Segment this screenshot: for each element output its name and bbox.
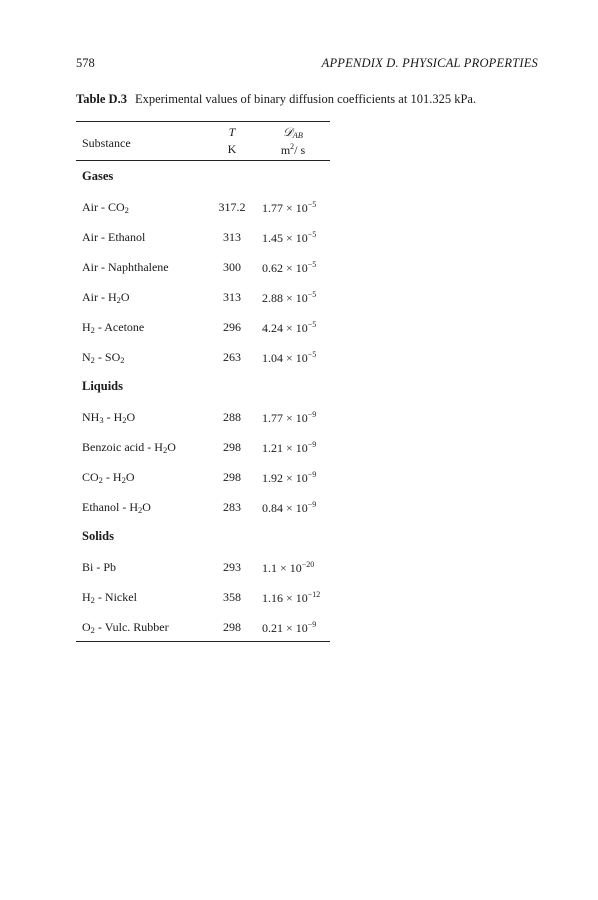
cell-diffusivity — [262, 350, 316, 366]
diffusivity-exponent: −5 — [307, 320, 317, 329]
diffusivity-exponent: −9 — [307, 440, 317, 449]
times-sign: × 10 — [283, 231, 308, 245]
cell-substance — [82, 230, 145, 245]
cell-diffusivity — [262, 200, 316, 216]
cell-diffusivity — [262, 410, 316, 426]
times-sign: × 10 — [283, 291, 308, 305]
diffusivity-exponent: −20 — [301, 560, 315, 569]
substance-part: H — [82, 320, 91, 334]
table-row — [76, 491, 330, 521]
cell-temperature: 317.2 — [218, 200, 246, 214]
cell-substance — [82, 620, 169, 635]
cell-diffusivity — [262, 440, 316, 456]
diffusivity-mantissa: 0.84 — [262, 501, 283, 515]
times-sign: × 10 — [277, 561, 302, 575]
table-row — [76, 401, 330, 431]
substance-part: - Vulc. Rubber — [94, 620, 169, 634]
cell-temperature: 288 — [223, 410, 241, 424]
cell-substance — [82, 260, 169, 275]
cell-temperature: 298 — [223, 620, 241, 634]
substance-subscript: 2 — [120, 355, 125, 365]
cell-temperature: 358 — [223, 590, 241, 604]
header-diff-symbol: 𝒟$_{AB}$ — [283, 125, 303, 140]
times-sign: × 10 — [283, 471, 308, 485]
cell-substance — [82, 500, 151, 515]
header-substance: Substance — [82, 136, 131, 150]
substance-part: - H — [102, 470, 122, 484]
table-row — [76, 281, 330, 311]
substance-part: Air - Naphthalene — [82, 260, 169, 274]
diffusion-table — [76, 121, 330, 642]
section-title: Gases — [82, 169, 114, 183]
substance-part: O — [126, 410, 136, 424]
substance-subscript: 2 — [122, 415, 127, 425]
table-header — [76, 122, 330, 161]
times-sign: × 10 — [283, 201, 308, 215]
substance-part: Ethanol - H — [82, 500, 138, 514]
substance-part: - SO — [94, 350, 121, 364]
times-sign: × 10 — [283, 501, 308, 515]
diffusivity-exponent: −5 — [307, 290, 317, 299]
diffusivity-mantissa: 4.24 — [262, 321, 283, 335]
substance-subscript: 2 — [90, 595, 95, 605]
diffusivity-mantissa: 0.62 — [262, 261, 283, 275]
table-row — [76, 431, 330, 461]
header-temp-symbol: T — [228, 125, 236, 139]
substance-part: CO — [82, 470, 99, 484]
substance-part: O — [120, 290, 130, 304]
cell-substance — [82, 410, 135, 425]
substance-part: O — [142, 500, 151, 514]
diffusivity-exponent: −5 — [307, 350, 317, 359]
table-row — [76, 581, 330, 611]
times-sign: × 10 — [283, 621, 308, 635]
diffusivity-mantissa: 0.21 — [262, 621, 283, 635]
cell-diffusivity — [262, 590, 320, 606]
cell-temperature: 293 — [223, 560, 241, 574]
cell-substance — [82, 350, 125, 365]
times-sign: × 10 — [283, 261, 308, 275]
section-title: Solids — [82, 529, 114, 543]
diffusivity-mantissa: 1.21 — [262, 441, 283, 455]
cell-temperature: 313 — [223, 290, 241, 304]
substance-part: Bi - Pb — [82, 560, 117, 574]
substance-part: - Nickel — [94, 590, 137, 604]
table-row — [76, 251, 330, 281]
header-temp-unit: K — [227, 142, 237, 156]
running-head: APPENDIX D. PHYSICAL PROPERTIES — [321, 56, 538, 70]
substance-part: O — [125, 470, 135, 484]
table-row — [76, 311, 330, 341]
diffusivity-mantissa: 1.1 — [262, 561, 277, 575]
times-sign: × 10 — [283, 441, 308, 455]
cell-diffusivity — [262, 230, 316, 246]
diffusivity-exponent: −5 — [307, 230, 317, 239]
cell-substance — [82, 560, 116, 575]
cell-diffusivity — [262, 560, 314, 576]
substance-part: O — [167, 440, 176, 454]
substance-subscript: 2 — [90, 325, 95, 335]
diffusivity-exponent: −12 — [307, 590, 321, 599]
cell-temperature: 313 — [223, 230, 241, 244]
times-sign: × 10 — [283, 591, 308, 605]
diffusivity-mantissa: 1.77 — [262, 201, 283, 215]
diffusivity-mantissa: 1.92 — [262, 471, 283, 485]
substance-part: Benzoic acid - H — [82, 440, 163, 454]
diffusivity-exponent: −5 — [307, 200, 317, 209]
times-sign: × 10 — [283, 321, 308, 335]
cell-diffusivity — [262, 320, 316, 336]
substance-subscript: 2 — [121, 475, 126, 485]
table-row — [76, 551, 330, 581]
cell-temperature: 298 — [223, 440, 241, 454]
cell-diffusivity — [262, 260, 316, 276]
table-row — [76, 611, 330, 641]
substance-part: Air - CO — [82, 200, 125, 214]
diffusivity-mantissa: 1.04 — [262, 351, 283, 365]
diffusivity-exponent: −9 — [307, 410, 317, 419]
section-heading — [76, 371, 330, 401]
table-body — [76, 161, 330, 641]
cell-temperature: 298 — [223, 470, 241, 484]
substance-part: Air - H — [82, 290, 117, 304]
table-label: Table D.3 — [76, 92, 127, 106]
table-row — [76, 221, 330, 251]
table-row — [76, 191, 330, 221]
table-title: Experimental values of binary diffusion coefficients at 101.325 kPa. — [134, 92, 477, 106]
cell-substance — [82, 590, 137, 605]
diffusivity-exponent: −9 — [307, 500, 317, 509]
substance-subscript: 2 — [162, 445, 168, 455]
header-diff-unit: $m^2/$ s — [280, 142, 306, 157]
cell-substance — [82, 470, 135, 485]
diffusivity-mantissa: 1.45 — [262, 231, 283, 245]
substance-subscript: 2 — [116, 295, 121, 305]
substance-subscript: 2 — [138, 505, 143, 515]
cell-substance — [82, 290, 130, 305]
substance-part: Air - Ethanol — [82, 230, 146, 244]
diffusivity-mantissa: 1.16 — [262, 591, 283, 605]
substance-subscript: 2 — [90, 355, 95, 365]
diffusivity-exponent: −9 — [307, 620, 317, 629]
cell-substance — [82, 320, 144, 335]
section-heading — [76, 521, 330, 551]
cell-substance — [82, 440, 176, 455]
table-row — [76, 341, 330, 371]
times-sign: × 10 — [283, 351, 308, 365]
cell-diffusivity — [262, 500, 316, 516]
diffusivity-exponent: −5 — [307, 260, 317, 269]
substance-subscript: 2 — [90, 625, 95, 635]
substance-part: N — [82, 350, 91, 364]
diffusivity-mantissa: 1.77 — [262, 411, 283, 425]
diffusivity-exponent: −9 — [307, 470, 317, 479]
cell-temperature: 296 — [223, 320, 241, 334]
substance-part: O — [82, 620, 91, 634]
cell-diffusivity — [262, 290, 316, 306]
table-caption — [76, 92, 476, 107]
substance-part: NH — [82, 410, 100, 424]
substance-part: H — [82, 590, 91, 604]
cell-substance — [82, 200, 129, 215]
cell-diffusivity — [262, 470, 316, 486]
times-sign: × 10 — [283, 411, 308, 425]
substance-part: - H — [103, 410, 123, 424]
substance-subscript: 2 — [124, 205, 129, 215]
page-number: 578 — [76, 56, 95, 70]
substance-subscript: 2 — [98, 475, 103, 485]
section-heading — [76, 161, 330, 191]
table-row — [76, 461, 330, 491]
substance-part: - Acetone — [94, 320, 145, 334]
section-title: Liquids — [82, 379, 124, 393]
cell-temperature: 263 — [223, 350, 241, 364]
substance-subscript: 3 — [99, 415, 104, 425]
diffusivity-mantissa: 2.88 — [262, 291, 283, 305]
cell-temperature: 300 — [223, 260, 241, 274]
cell-diffusivity — [262, 620, 316, 636]
cell-temperature: 283 — [223, 500, 241, 514]
